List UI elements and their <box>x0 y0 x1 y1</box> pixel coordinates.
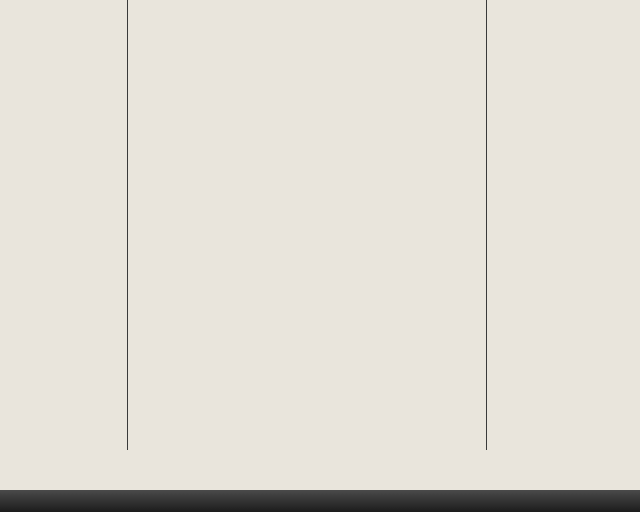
column-rule <box>127 0 128 450</box>
column-rule <box>486 0 487 450</box>
page-shadow <box>0 490 640 512</box>
